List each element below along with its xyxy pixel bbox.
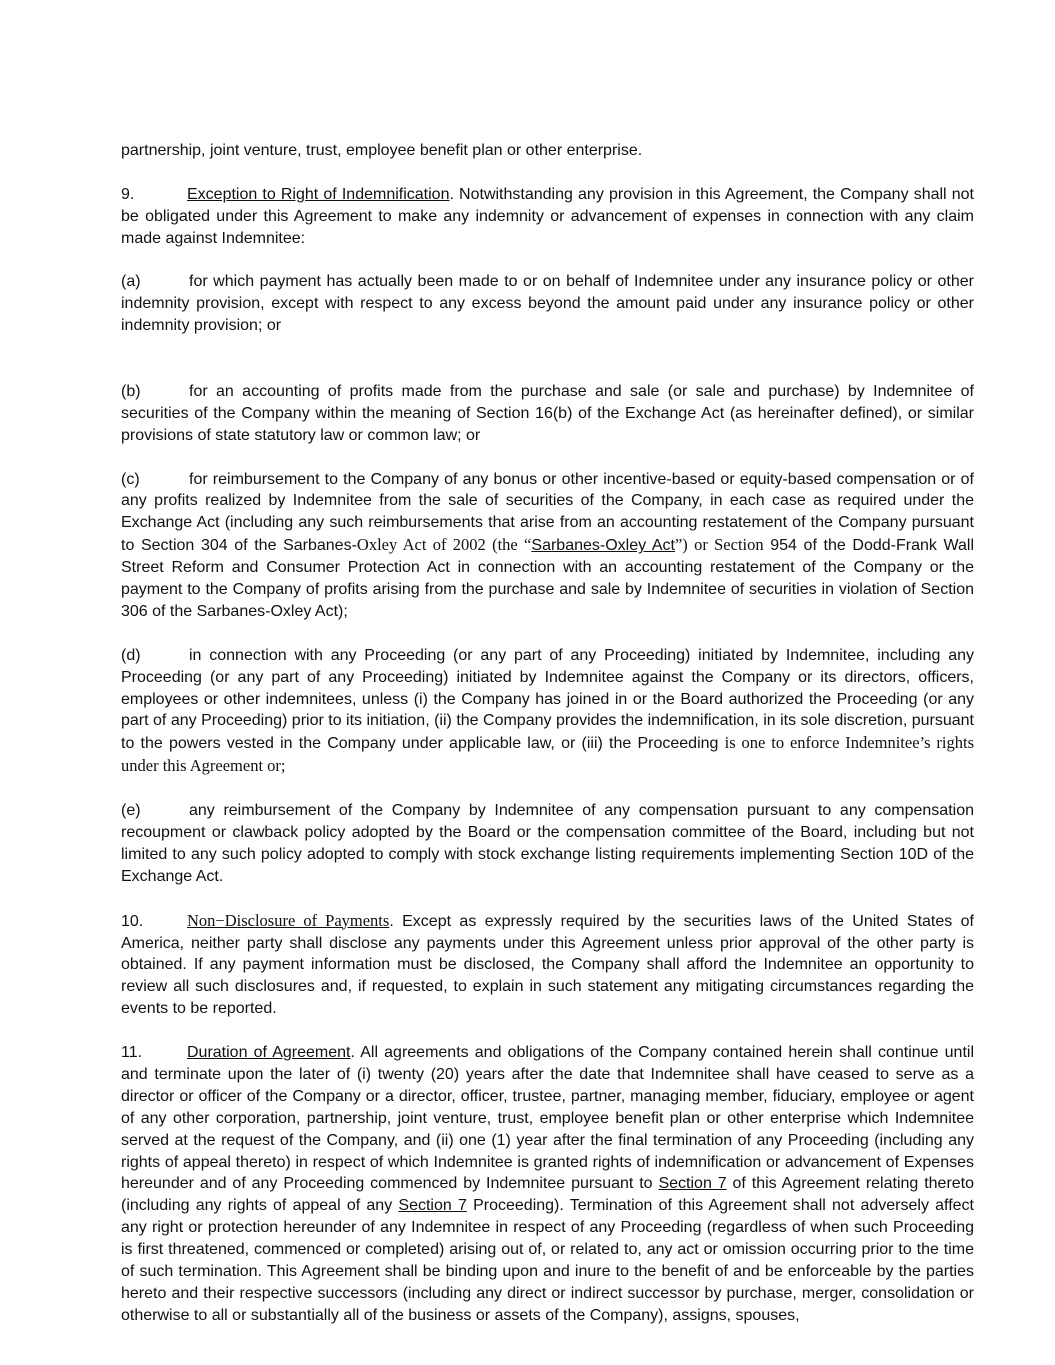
section-11-text-part2: of this Agreement relating thereto (including any rights of appeal of any: [121, 1175, 975, 1215]
section-11: [121, 1042, 974, 1327]
item-a-text: for which payment has actually been made to or on behalf of Indemnitee under any insurance policy or other indemnity provision, except with respect to any excess beyond the amount paid under any insurance policy or other indemnity provision; or: [121, 273, 974, 335]
section-11-heading: Duration of Agreement: [187, 1044, 351, 1062]
section-9: [121, 184, 974, 250]
item-c-serif-part1: Oxley Act of 2002 (the “: [356, 535, 532, 555]
item-b-text: for an accounting of profits made from the purchase and sale (or sale and purchase) by Indemnitee of securities of the Company within the meaning of Section 16(b) of the Exchange Act (as hereinafter defined), or similar provisions of state statutory law or common law; or: [121, 382, 974, 444]
item-c-text-part2: 954 of the Dodd-Frank Wall Street Reform and Consumer Protection Act in connection with an accounting restatement of the Company or the payment to the Company of profits arising from the purchase and sale by Indemnitee of securities in violation of Section 306 of the Sarbanes-Oxley Act);: [121, 537, 974, 620]
section-10-text: . Except as expressly required by the securities laws of the United States of America, neither party shall disclose any payments under this Agreement unless prior approval of the other party is obtained. If any payment information must be disclosed, the Company shall afford the Indemnitee an opportunity to review all such disclosures and, if requested, to explain in such statement any mitigating circumstances regarding the events to be reported.: [121, 912, 974, 1018]
section-10: [121, 910, 974, 1021]
item-d-text: in connection with any Proceeding (or any part of any Proceeding) initiated by Indemnitee, including any Proceeding (or any part of any Proceeding) initiated by Indemnitee against the Company or its directors, officers, employees or other indemnitees, unless (i) the Company has joined in or the Board authorized the Proceeding (or any part of any Proceeding) prior to its initiation, (ii) the Company provides the indemnification, in its sole discretion, pursuant to the powers vested in the Company under applicable law, or (iii) the Proceeding: [121, 646, 974, 753]
item-c-defined-term: Sarbanes-Oxley Act: [531, 537, 675, 555]
section-11-text-part1: . All agreements and obligations of the Company contained herein shall continue until and terminate upon the later of (i) twenty (20) years after the date that Indemnitee shall have ceased to serve as a director or officer of the Company or a director, officer, trustee, partner, managing member, fiduciary, employee or agent of any other corporation, partnership, joint venture, trust, employee benefit plan or other enterprise which Indemnitee served at the request of the Company, and (ii) one (1) year after the final termination of any Proceeding (including any rights of appeal thereto) in respect of which Indemnitee is granted rights of indemnification or advancement of Expenses hereunder and of any Proceeding commenced by Indemnitee pursuant to: [121, 1044, 974, 1193]
section-10-heading: Non−Disclosure of Payments: [187, 910, 390, 930]
section-9-text: . Notwithstanding any provision in this Agreement, the Company shall not be obligated under this Agreement to make any indemnity or advancement of expenses in connection with any claim made against Indemnitee:: [121, 185, 974, 247]
item-e-label: (e): [121, 802, 141, 820]
section-11-text-part3: Proceeding). Termination of this Agreement shall not adversely affect any right or protection hereunder of any Indemnitee in respect of any Proceeding (regardless of when such Proceeding is first threatened, commenced or completed) arising out of, or related to, any act or omission occurring prior to the time of such termination. This Agreement shall be binding upon and inure to the benefit of and be enforceable by the parties hereto and their respective successors (including any direct or indirect successor by purchase, merger, consolidation or otherwise to all or substantially all of the business or assets of the Company), assigns, spouses,: [121, 1197, 974, 1324]
section-9-item-e: [121, 800, 974, 888]
section-7-reference-1: Section 7: [658, 1175, 727, 1193]
item-c-text-part1: for reimbursement to the Company of any bonus or other incentive-based or equity-based compensation or of any profits realized by Indemnitee from the sale of securities of the Company, in each case as required under the Exchange Act (including any such reimbursements that arise from an accounting restatement of the Company pursuant to Section 304 of the Sarbanes-: [121, 470, 974, 555]
section-9-number: 9.: [121, 185, 135, 203]
item-a-label: (a): [121, 273, 141, 291]
section-9-item-d: [121, 645, 974, 778]
intro-fragment: partnership, joint venture, trust, employee benefit plan or other enterprise.: [121, 142, 643, 159]
item-e-text: any reimbursement of the Company by Indemnitee of any compensation pursuant to any compensation recoupment or clawback policy adopted by the Board or the compensation committee of the Board, including but not limited to any such policy adopted to comply with stock exchange listing requirements implementing Section 10D of the Exchange Act.: [121, 802, 974, 885]
section-7-reference-2: Section 7: [398, 1197, 467, 1215]
item-d-serif-tail: is one to enforce Indemnitee’s rights under this Agreement or;: [121, 733, 974, 776]
section-10-number: 10.: [121, 912, 144, 930]
item-b-label: (b): [121, 382, 141, 400]
section-9-item-b: [121, 381, 974, 447]
item-c-serif-part2: ”) or Section: [674, 535, 764, 555]
section-9-item-c: [121, 469, 974, 623]
item-c-label: (c): [121, 470, 140, 488]
section-11-number: 11.: [121, 1044, 143, 1062]
item-d-label: (d): [121, 646, 141, 664]
section-9-item-a: [121, 271, 974, 337]
document-page: [121, 140, 974, 1349]
section-9-heading: Exception to Right of Indemnification: [187, 185, 450, 203]
